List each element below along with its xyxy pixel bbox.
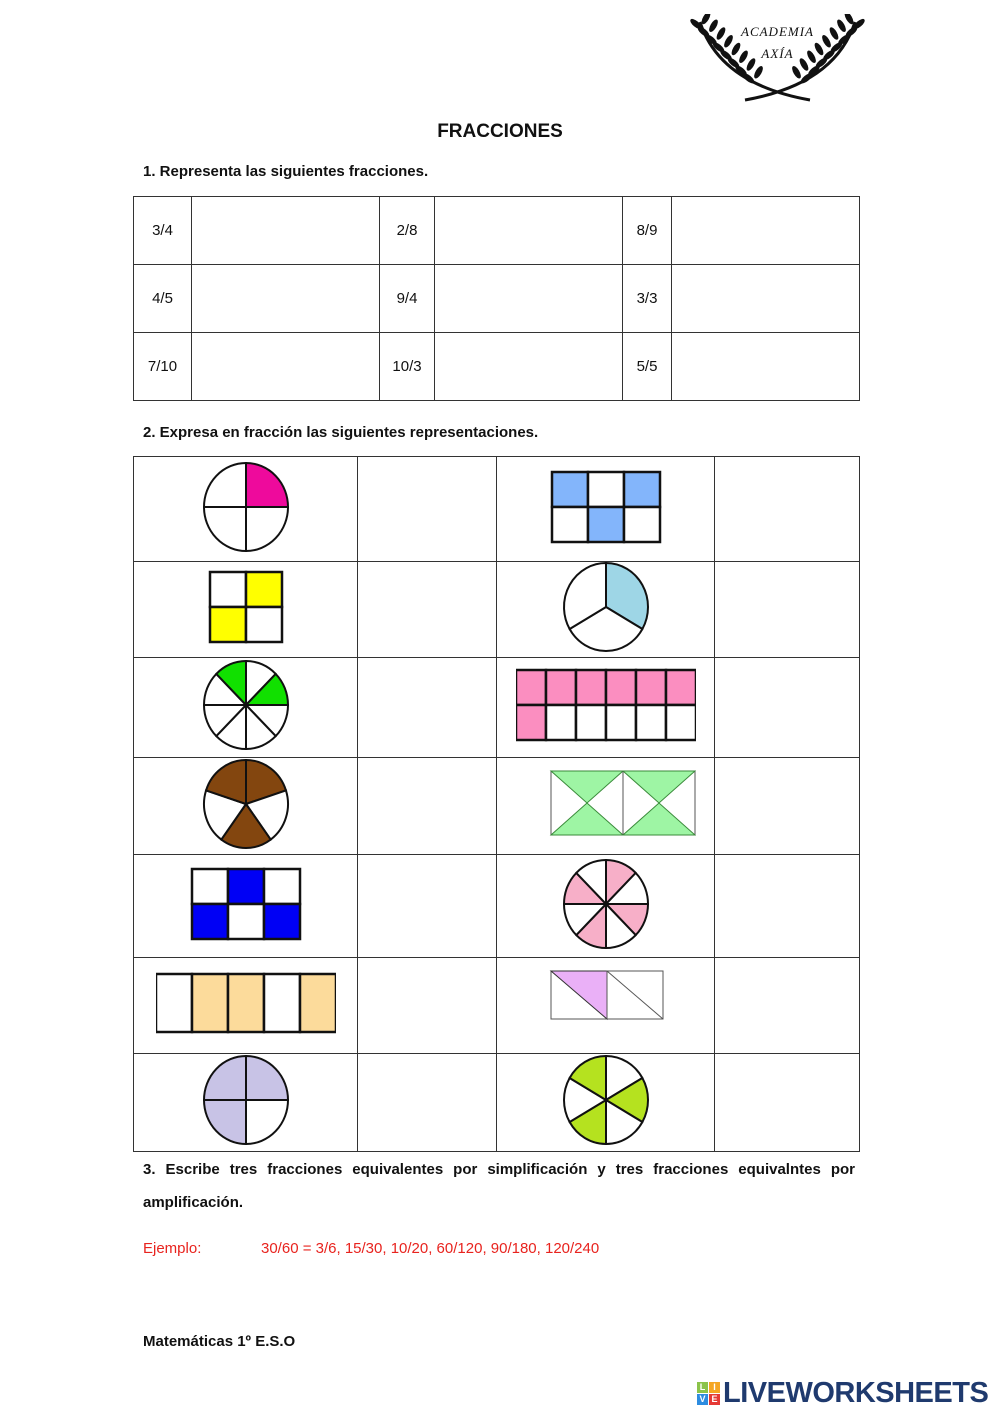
cell	[228, 869, 264, 904]
representation-row	[134, 562, 860, 658]
brand-letter-block: V	[697, 1394, 708, 1405]
fraction-label: 7/10	[134, 333, 192, 401]
pie-fraction-figure	[156, 1055, 336, 1145]
answer-field[interactable]	[714, 855, 859, 958]
rectangle-fraction-figure	[516, 462, 696, 552]
question-1-heading: 1. Representa las siguientes fracciones.	[143, 163, 429, 180]
pie-fraction-figure	[156, 660, 336, 750]
cell	[546, 670, 576, 705]
representation-row	[134, 1054, 860, 1152]
cell	[666, 705, 696, 740]
figure-cell	[497, 457, 714, 562]
figure-cell	[134, 958, 358, 1054]
cell	[516, 705, 546, 740]
answer-field[interactable]	[714, 1054, 859, 1152]
brand-letter-block: L	[697, 1382, 708, 1393]
academia-axia-logo	[690, 14, 865, 104]
cell	[552, 507, 588, 542]
fraction-row	[134, 265, 860, 333]
sector	[246, 463, 288, 507]
fraction-row	[134, 333, 860, 401]
liveworksheets-logo	[697, 1377, 988, 1410]
cell	[246, 607, 282, 642]
sector	[246, 507, 288, 551]
cell	[246, 572, 282, 607]
answer-field[interactable]	[714, 562, 859, 658]
cell	[210, 607, 246, 642]
sector	[246, 1056, 288, 1100]
cell	[192, 904, 228, 939]
figure-cell	[497, 958, 714, 1054]
cell	[264, 974, 300, 1032]
representation-row	[134, 457, 860, 562]
logo-line2: AXÍA	[761, 46, 794, 61]
drawing-area[interactable]	[435, 197, 623, 265]
answer-field[interactable]	[358, 855, 497, 958]
rectangle-fraction-figure	[516, 958, 696, 1048]
figure-cell	[497, 562, 714, 658]
brand-name: LIVEWORKSHEETS	[723, 1377, 989, 1409]
answer-field[interactable]	[358, 562, 497, 658]
sector	[246, 1100, 288, 1144]
representation-row	[134, 855, 860, 958]
sector	[204, 463, 246, 507]
figure-cell	[134, 855, 358, 958]
cell	[228, 974, 264, 1032]
answer-field[interactable]	[714, 457, 859, 562]
figure-cell	[497, 758, 714, 855]
drawing-area[interactable]	[672, 265, 860, 333]
logo-line1: ACADEMIA	[741, 24, 814, 39]
sector	[204, 1056, 246, 1100]
cell	[300, 974, 336, 1032]
cell	[228, 904, 264, 939]
pie-fraction-figure	[156, 462, 336, 552]
fraction-label: 4/5	[134, 265, 192, 333]
fraction-label: 10/3	[380, 333, 435, 401]
answer-field[interactable]	[358, 758, 497, 855]
brand-letter-block: I	[709, 1382, 720, 1393]
drawing-area[interactable]	[192, 333, 380, 401]
pie-fraction-figure	[516, 1055, 696, 1145]
brand-letter-block: E	[709, 1394, 720, 1405]
cell	[606, 705, 636, 740]
drawing-area[interactable]	[672, 197, 860, 265]
cell	[156, 974, 192, 1032]
cell	[192, 974, 228, 1032]
answer-field[interactable]	[714, 658, 859, 758]
fraction-label: 8/9	[623, 197, 672, 265]
figure-cell	[134, 562, 358, 658]
figure-cell	[497, 855, 714, 958]
cell	[636, 705, 666, 740]
live-blocks-icon	[697, 1382, 720, 1405]
answer-field[interactable]	[358, 958, 497, 1054]
rectangle-fraction-figure	[156, 859, 336, 949]
example	[143, 1240, 600, 1257]
sector	[204, 507, 246, 551]
answer-field[interactable]	[358, 658, 497, 758]
cell	[264, 904, 300, 939]
answer-field[interactable]	[358, 1054, 497, 1152]
cell	[666, 670, 696, 705]
drawing-area[interactable]	[435, 265, 623, 333]
fraction-label: 5/5	[623, 333, 672, 401]
figure-cell	[497, 1054, 714, 1152]
figure-cell	[497, 658, 714, 758]
sector	[204, 1100, 246, 1144]
question-2-heading: 2. Expresa en fracción las siguientes representaciones.	[143, 424, 539, 441]
pie-fraction-figure	[516, 562, 696, 652]
footer-subject: Matemáticas 1º E.S.O	[143, 1333, 296, 1350]
representation-row	[134, 658, 860, 758]
rectangle-fraction-figure	[516, 759, 696, 849]
fraction-label: 2/8	[380, 197, 435, 265]
question-3-heading: 3. Escribe tres fracciones equivalentes por simplificación y tres fracciones equivalntes por amplificación.	[143, 1161, 855, 1211]
answer-field[interactable]	[358, 457, 497, 562]
cell	[192, 869, 228, 904]
page-title: FRACCIONES	[437, 121, 563, 142]
answer-field[interactable]	[714, 758, 859, 855]
representation-row	[134, 758, 860, 855]
figure-cell	[134, 658, 358, 758]
figure-cell	[134, 758, 358, 855]
drawing-area[interactable]	[672, 333, 860, 401]
cell	[546, 705, 576, 740]
pie-fraction-figure	[156, 759, 336, 849]
fraction-label: 9/4	[380, 265, 435, 333]
fraction-row	[134, 197, 860, 265]
cell	[576, 670, 606, 705]
cell	[636, 670, 666, 705]
cell	[624, 472, 660, 507]
cell	[552, 472, 588, 507]
representations-table	[133, 456, 860, 1152]
cell	[516, 670, 546, 705]
drawing-area[interactable]	[192, 265, 380, 333]
cell	[588, 507, 624, 542]
fraction-label: 3/3	[623, 265, 672, 333]
cell	[606, 670, 636, 705]
cell	[588, 472, 624, 507]
example-text: 30/60 = 3/6, 15/30, 10/20, 60/120, 90/180, 120/240	[261, 1240, 600, 1257]
cell	[264, 869, 300, 904]
rectangle-fraction-figure	[156, 958, 336, 1048]
drawing-area[interactable]	[192, 197, 380, 265]
pie-fraction-figure	[516, 859, 696, 949]
cell	[210, 572, 246, 607]
fractions-table	[133, 196, 860, 401]
drawing-area[interactable]	[435, 333, 623, 401]
answer-field[interactable]	[714, 958, 859, 1054]
representation-row	[134, 958, 860, 1054]
rectangle-fraction-figure	[516, 660, 696, 750]
figure-cell	[134, 1054, 358, 1152]
figure-cell	[134, 457, 358, 562]
cell	[624, 507, 660, 542]
fraction-label: 3/4	[134, 197, 192, 265]
example-label: Ejemplo:	[143, 1240, 202, 1257]
rectangle-fraction-figure	[156, 562, 336, 652]
cell	[576, 705, 606, 740]
